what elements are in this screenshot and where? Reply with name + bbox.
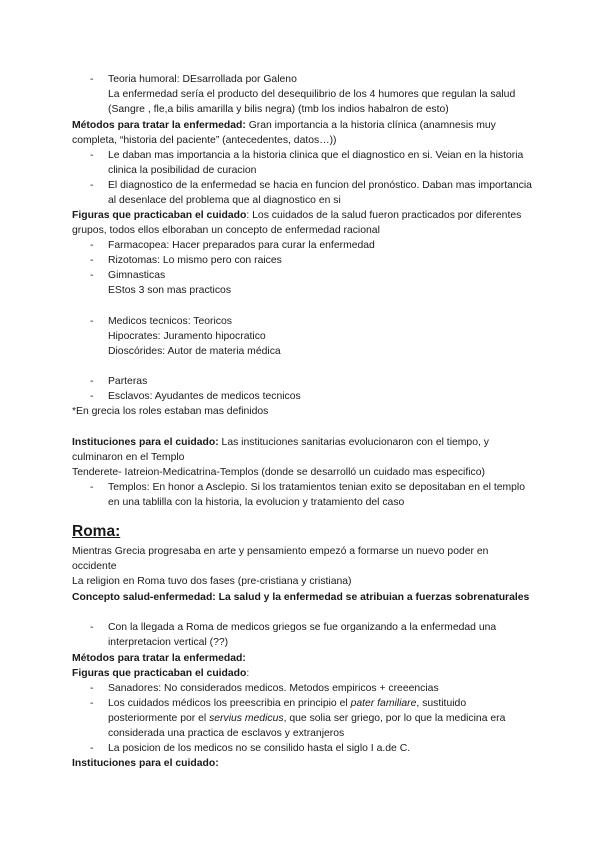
list-dash: - [90, 698, 94, 709]
parteras-item: Parteras [108, 376, 148, 387]
figuras-item: Farmacopea: Hacer preparados para curar la enfermedad [108, 240, 375, 251]
roles-note: *En grecia los roles estaban mas definidos [72, 406, 269, 417]
list-dash: - [90, 622, 94, 633]
instituciones-line2: Tenderete- Iatreion-Medicatrina-Templos (donde se desarrolló un cuidado mas especifico) [72, 467, 485, 478]
list-dash: - [90, 391, 94, 402]
metodos-label: Métodos para tratar la enfermedad: [72, 120, 246, 131]
list-dash: - [90, 180, 94, 191]
list-dash: - [90, 240, 94, 251]
pater-familiare: pater familiare [350, 698, 417, 709]
cuidados-item [108, 696, 538, 741]
list-dash: - [90, 255, 94, 266]
figuras-item: Gimnasticas [108, 270, 166, 281]
roma-instituciones-label: Instituciones para el cuidado: [72, 758, 219, 769]
concepto-label: Concepto salud-enfermedad: La salud y la enfermedad se atribuian a fuerzas sobrenaturales [72, 592, 530, 603]
metodos-item: El diagnostico de la enfermedad se hacia en funcion del pronóstico. Daban mas importancia al desenlace del problema que al diagnostico en si [108, 180, 532, 206]
templos-item: Templos: En honor a Asclepio. Si los tratamientos tenian exito se depositaban en el templo en una tablilla con la historia, la evolucion y tratamiento del caso [108, 482, 526, 508]
roma-figuras-paragraph [72, 666, 532, 681]
roma-intro: La religion en Roma tuvo dos fases (pre-cristiana y cristiana) [72, 576, 352, 587]
list-dash: - [90, 270, 94, 281]
roma-figuras-colon: : [246, 668, 250, 679]
concepto-item: Con la llegada a Roma de medicos griegos se fue organizando a la enfermedad una interpretacion vertical (??) [108, 622, 497, 648]
sanadores-item: Sanadores: No considerados medicos. Metodos empiricos + creeencias [108, 683, 439, 694]
metodos-item: Le daban mas importancia a la historia clinica que el diagnostico en si. Veian en la historia clinica la posibilidad de curacion [108, 150, 524, 176]
instituciones-text: Las instituciones sanitarias evolucionaron con el tiempo, y culminaron en el Templo [72, 437, 489, 463]
figuras-note: EStos 3 son mas practicos [108, 285, 232, 296]
figuras-item: Rizotomas: Lo mismo pero con raices [108, 255, 282, 266]
humoral-detail: La enfermedad sería el producto del desequilibrio de los 4 humores que regulan la salud (Sangre , fle,a bilis amarilla y bilis negra) (tmb los indios habalron de esto) [108, 89, 516, 115]
servius-medicus: servius medicus [209, 713, 284, 724]
figuras-text: : Los cuidados de la salud fueron practicados por diferentes grupos, todos ellos elboraban un concepto de enfermedad racional [72, 210, 522, 236]
roma-metodos-label: Métodos para tratar la enfermedad: [72, 653, 246, 664]
instituciones-paragraph [72, 435, 542, 465]
list-dash: - [90, 743, 94, 754]
medicos-sub: Dioscórides: Autor de materia médica [108, 346, 281, 357]
medicos-sub: Hipocrates: Juramento hipocratico [108, 331, 266, 342]
list-dash: - [90, 150, 94, 161]
metodos-paragraph [72, 118, 532, 148]
list-dash: - [90, 316, 94, 327]
cuidados-mid: , sustituido posteriormente por el [108, 698, 467, 724]
medicos-item: Medicos tecnicos: Teoricos [108, 316, 232, 327]
metodos-text: Gran importancia a la historia clínica (anamnesis muy completa, “historia del paciente” (antecedentes, datos…)) [72, 120, 496, 146]
instituciones-label: Instituciones para el cuidado: [72, 437, 219, 448]
figuras-paragraph [72, 208, 532, 238]
esclavos-item: Esclavos: Ayudantes de medicos tecnicos [108, 391, 301, 402]
roma-intro: Mientras Grecia progresaba en arte y pensamiento empezó a formarse un nuevo poder en occidente [72, 546, 489, 572]
list-dash: - [90, 482, 94, 493]
list-dash: - [90, 74, 94, 85]
roma-figuras-label: Figuras que practicaban el cuidado [72, 668, 247, 679]
cuidados-post: , que solia ser griego, por lo que la medicina era considerada una practica de esclavos y extranjeros [108, 713, 506, 739]
humoral-item: Teoria humoral: DEsarrollada por Galeno [108, 74, 297, 85]
figuras-label: Figuras que practicaban el cuidado [72, 210, 247, 221]
list-dash: - [90, 683, 94, 694]
cuidados-pre: Los cuidados médicos los preescribia en principio el [108, 698, 351, 709]
roma-heading: Roma: [72, 523, 121, 540]
posicion-item: La posicion de los medicos no se consilido hasta el siglo I a.de C. [108, 743, 411, 754]
list-dash: - [90, 376, 94, 387]
